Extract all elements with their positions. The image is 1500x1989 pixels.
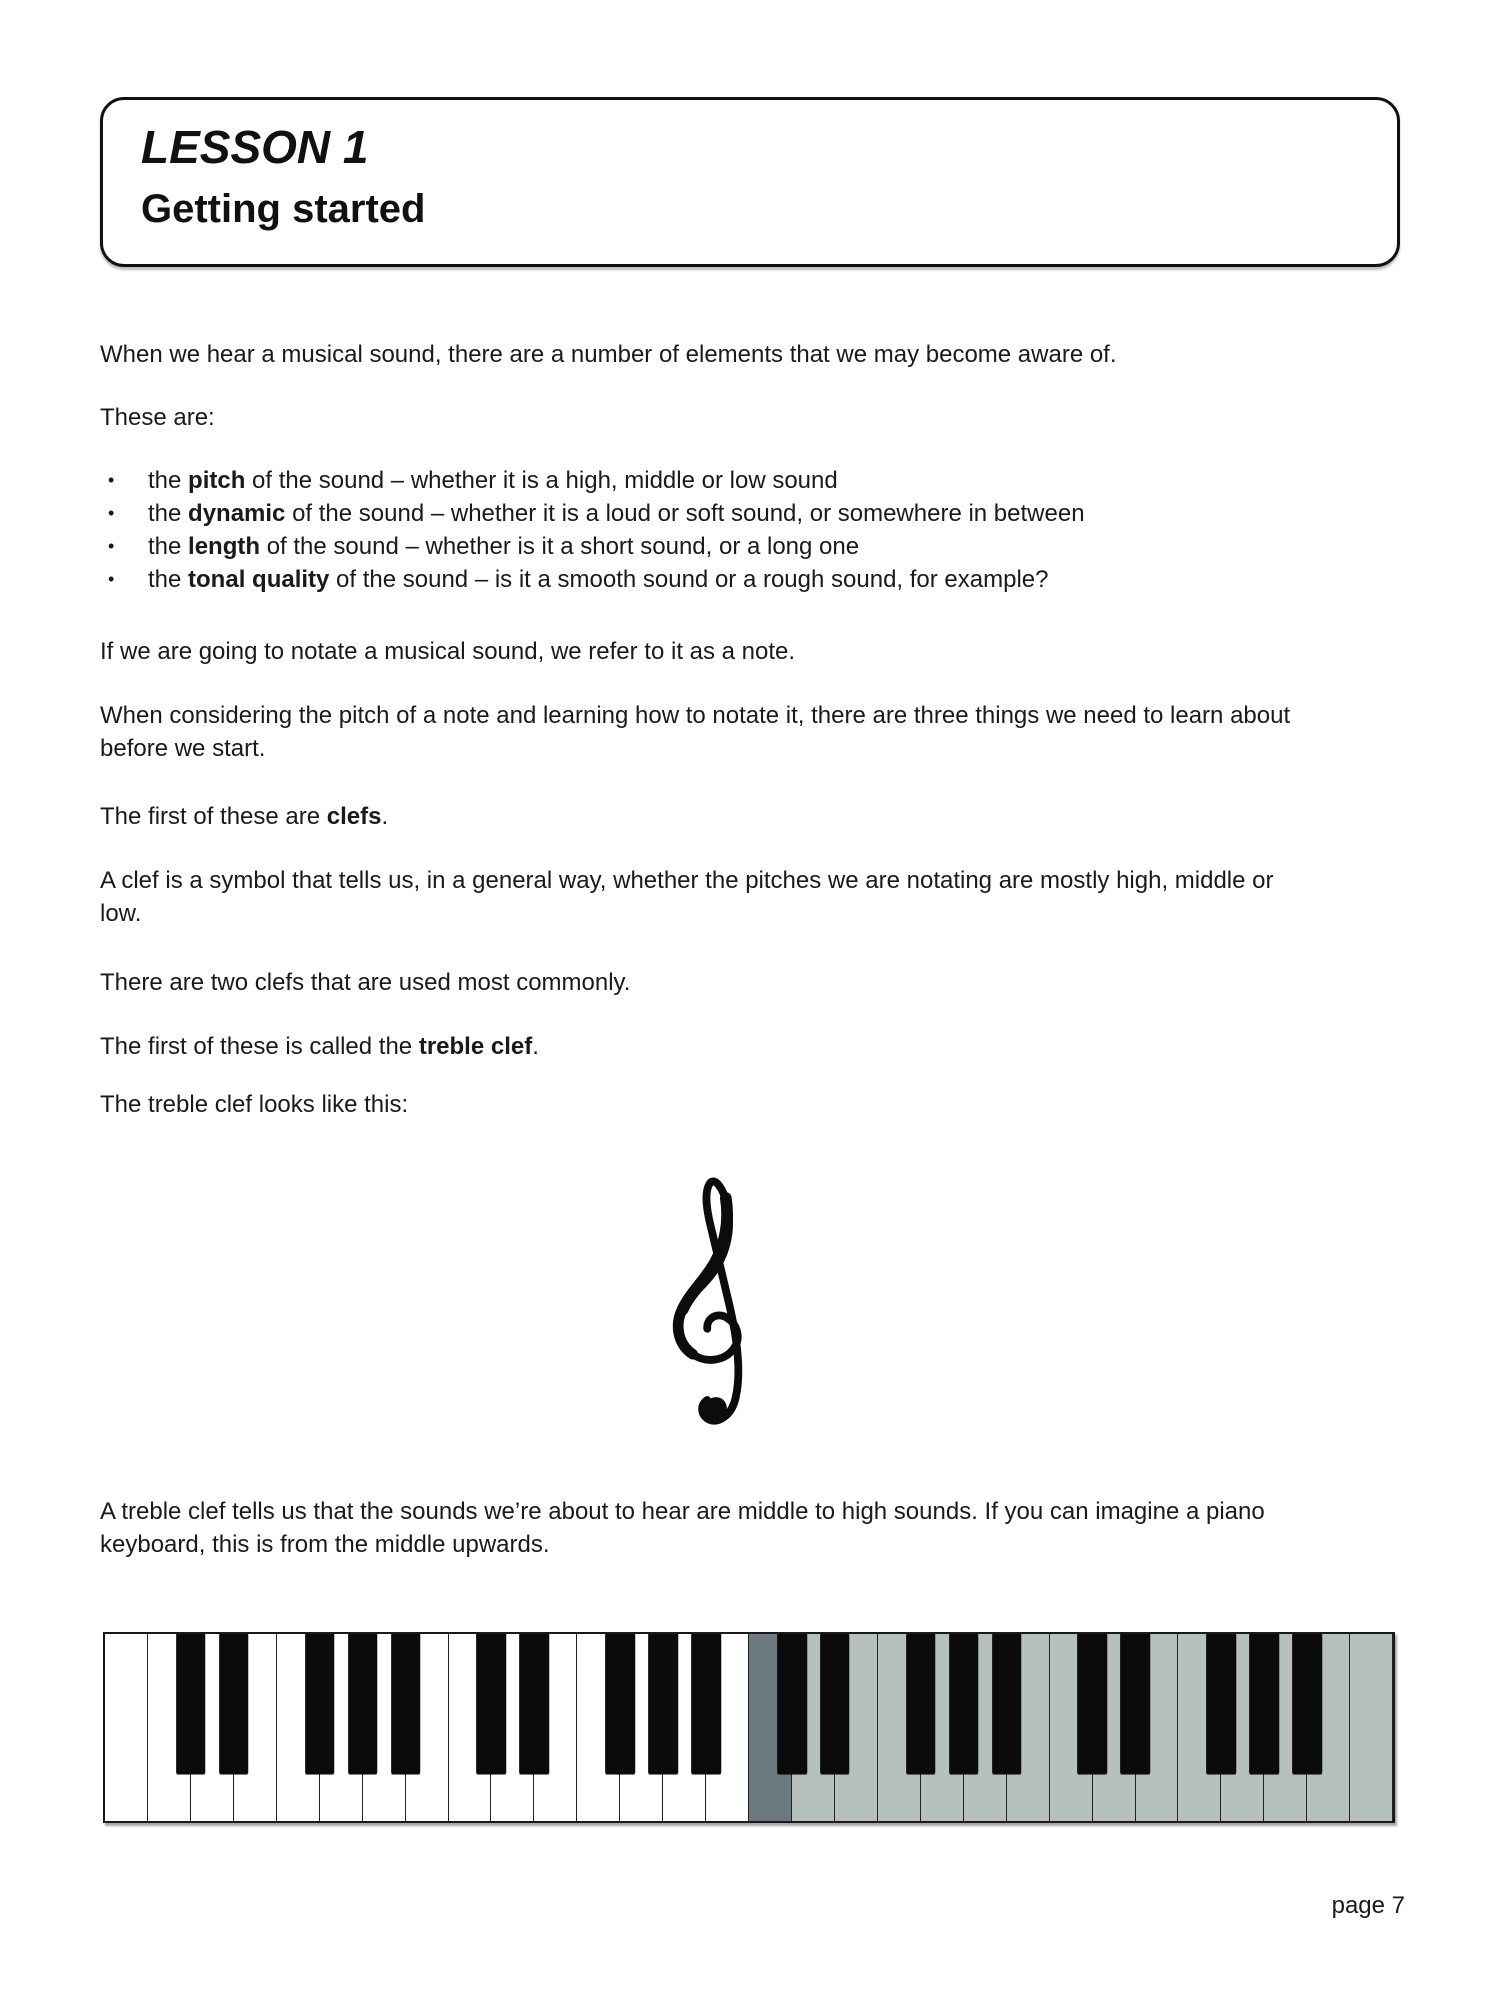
piano-key-black <box>906 1634 936 1774</box>
paragraph-treble-tells <box>100 1495 1265 1561</box>
bullet-text: the <box>148 467 189 494</box>
paragraph-text: . <box>381 803 389 830</box>
bullet-icon: • <box>108 470 115 490</box>
bullet-bold-term: tonal quality <box>188 566 330 593</box>
piano-key-black <box>348 1634 378 1774</box>
piano-key-black <box>520 1634 550 1774</box>
elements-bullet-list <box>100 464 1085 596</box>
bullet-text: of the sound – is it a smooth sound or a rough sound, for example? <box>329 566 1049 593</box>
bullet-icon: • <box>108 503 115 523</box>
piano-key-c <box>1350 1634 1393 1821</box>
bullet-text: the <box>148 500 189 527</box>
piano-key-black <box>820 1634 850 1774</box>
list-item <box>100 464 1085 497</box>
bullet-bold-term: length <box>188 533 261 560</box>
page-number: page 7 <box>1331 1892 1405 1919</box>
piano-key-black <box>305 1634 335 1774</box>
paragraph-two-clefs: There are two clefs that are used most commonly. <box>100 969 631 996</box>
bold-term-clefs: clefs <box>326 803 382 830</box>
lesson-header-box <box>100 97 1400 267</box>
piano-key-black <box>1078 1634 1108 1774</box>
list-item <box>100 530 1085 563</box>
lesson-title-heading: Getting started <box>141 186 426 231</box>
paragraph-treble-clef <box>100 1030 539 1063</box>
paragraph-line: When considering the pitch of a note and learning how to notate it, there are three things we need to learn about <box>100 702 1291 729</box>
paragraph-first-clefs <box>100 800 388 833</box>
piano-key-black <box>1121 1634 1151 1774</box>
lesson-number-heading: LESSON 1 <box>141 121 369 173</box>
list-item <box>100 497 1085 530</box>
paragraph-note: If we are going to notate a musical sound, we refer to it as a note. <box>100 638 796 665</box>
piano-key-black <box>477 1634 507 1774</box>
piano-key-black <box>219 1634 249 1774</box>
bullet-bold-term: dynamic <box>188 500 286 527</box>
paragraph-text: The first of these are <box>100 803 327 830</box>
piano-key-black <box>1206 1634 1236 1774</box>
treble-clef-image <box>665 1118 769 1440</box>
paragraph-line: low. <box>100 900 142 927</box>
piano-keyboard <box>103 1632 1395 1823</box>
bold-term-treble-clef: treble clef <box>418 1033 533 1060</box>
piano-key-black <box>605 1634 635 1774</box>
treble-clef-dot <box>705 1397 726 1418</box>
piano-key-black <box>777 1634 807 1774</box>
piano-key-b <box>105 1634 148 1821</box>
bullet-icon: • <box>108 536 115 556</box>
list-item <box>100 563 1085 596</box>
piano-key-black <box>1292 1634 1322 1774</box>
bullet-text: of the sound – whether is it a short sound, or a long one <box>260 533 860 560</box>
paragraph-text: . <box>532 1033 539 1060</box>
piano-key-black <box>391 1634 421 1774</box>
piano-key-black <box>648 1634 678 1774</box>
bullet-text: the <box>148 533 189 560</box>
paragraph-looks-like: The treble clef looks like this: <box>100 1091 409 1118</box>
paragraph-line: A clef is a symbol that tells us, in a general way, whether the pitches we are notating are mostly high, middle or <box>100 867 1274 894</box>
paragraph-clef-definition <box>100 864 1273 930</box>
bullet-bold-term: pitch <box>188 467 246 494</box>
bullet-text: the <box>148 566 189 593</box>
paragraph-line: A treble clef tells us that the sounds we’re about to hear are middle to high sounds. If you can imagine a piano <box>100 1498 1265 1525</box>
paragraph-considering <box>100 699 1290 765</box>
paragraph-line: before we start. <box>100 735 266 762</box>
paragraph-text: The first of these is called the <box>100 1033 419 1060</box>
paragraph-intro: When we hear a musical sound, there are a number of elements that we may become aware of. <box>100 341 1117 368</box>
piano-key-black <box>176 1634 206 1774</box>
piano-key-black <box>1249 1634 1279 1774</box>
piano-key-black <box>691 1634 721 1774</box>
treble-clef-icon <box>665 1118 769 1440</box>
bullet-icon: • <box>108 569 115 589</box>
piano-key-black <box>949 1634 979 1774</box>
bullet-text: of the sound – whether it is a loud or soft sound, or somewhere in between <box>285 500 1085 527</box>
paragraph-these-are: These are: <box>100 404 215 431</box>
paragraph-line: keyboard, this is from the middle upwards. <box>100 1531 550 1558</box>
piano-key-black <box>992 1634 1022 1774</box>
bullet-text: of the sound – whether it is a high, middle or low sound <box>245 467 838 494</box>
